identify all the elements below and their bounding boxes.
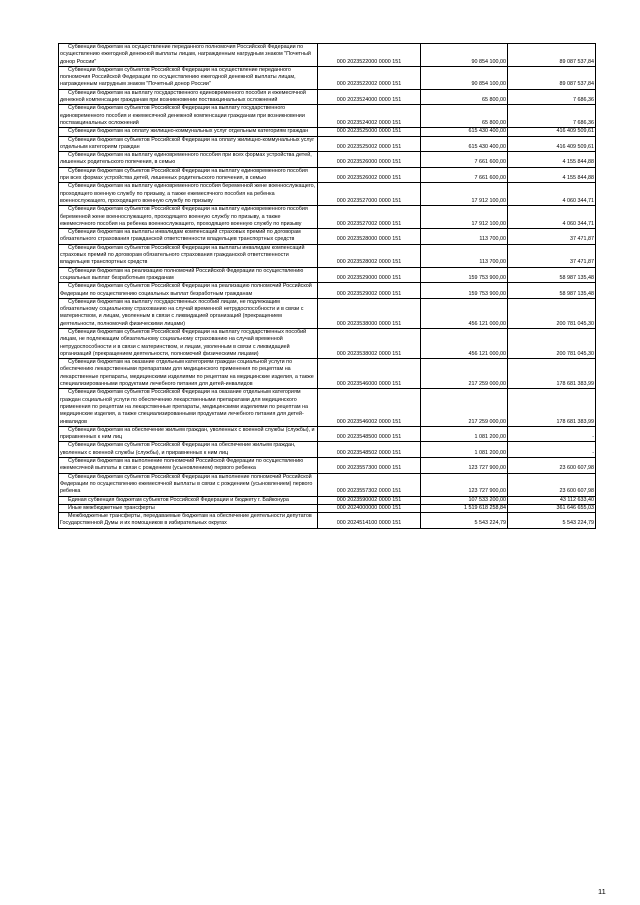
budget-code-cell: 000 2023525002 0000 151 [318, 136, 421, 152]
budget-code-cell: 000 2023524002 0000 151 [318, 105, 421, 128]
table-row [59, 128, 596, 136]
approved-amount-cell: 123 727 900,00 [421, 473, 508, 496]
budget-code-cell: 000 2023538002 0000 151 [318, 328, 421, 358]
approved-amount-cell: 7 661 600,00 [421, 152, 508, 168]
executed-amount-cell: 4 060 344,71 [508, 206, 596, 229]
executed-amount-cell: 23 600 607,98 [508, 458, 596, 474]
table-row [59, 359, 596, 389]
item-name-cell: Субвенции бюджетам на оказание отдельным категориям граждан социальной услуги по обеспечению лекарственными препаратами для медицинского применения по рецептам на лекарственные препараты, медицинскими изделиями по рецептам на медицинские изделия, а также специализированными продуктами лечебного питания для детей-инвалидов [59, 359, 318, 389]
item-name-cell: Субвенции бюджетам субъектов Российской Федерации на выплату единовременного пособия беременной жене военнослужащего, проходящего военную службу по призыву, а также ежемесячного пособия на ребенка военнослужащего, проходящего военную службу по призыву [59, 206, 318, 229]
table-row [59, 442, 596, 458]
approved-amount-cell: 7 661 600,00 [421, 167, 508, 183]
item-name-cell: Субвенции бюджетам субъектов Российской Федерации на выплату единовременного пособия при всех формах устройства детей, лишенных родительского попечения, в семью [59, 167, 318, 183]
item-name-cell: Субвенции бюджетам субъектов Российской Федерации на обеспечение жильем граждан, уволенных с военной службы (службы), и приравненных к ним лиц [59, 442, 318, 458]
table-row [59, 152, 596, 168]
table-row [59, 229, 596, 245]
table-row [59, 206, 596, 229]
executed-amount-cell: 89 087 537,84 [508, 66, 596, 89]
executed-amount-cell: 89 087 537,84 [508, 44, 596, 67]
budget-code-cell: 000 2023538000 0000 151 [318, 298, 421, 328]
executed-amount-cell: 7 686,36 [508, 89, 596, 105]
item-name-cell: Субвенции бюджетам на выплату государственного единовременного пособия и ежемесячной денежной компенсации гражданам при возникновении поствакцинальных осложнений [59, 89, 318, 105]
approved-amount-cell: 5 543 224,79 [421, 513, 508, 529]
executed-amount-cell: 37 471,87 [508, 244, 596, 267]
table-row [59, 136, 596, 152]
table-row [59, 513, 596, 529]
budget-code-cell: 000 2023590002 0000 151 [318, 496, 421, 504]
table-body [59, 44, 596, 529]
executed-amount-cell: 4 155 844,88 [508, 152, 596, 168]
executed-amount-cell: 4 155 844,88 [508, 167, 596, 183]
item-name-cell: Субвенции бюджетам субъектов Российской Федерации на осуществление переданного полномочия Российской Федерации по осуществлению ежегодной денежной выплаты лицам, награжденным нагрудным знаком "Почетный донор России" [59, 66, 318, 89]
executed-amount-cell: 200 781 045,30 [508, 298, 596, 328]
budget-code-cell: 000 2023546002 0000 151 [318, 389, 421, 426]
executed-amount-cell: 178 681 383,99 [508, 359, 596, 389]
approved-amount-cell: 90 854 100,00 [421, 44, 508, 67]
table-row [59, 66, 596, 89]
budget-code-cell: 000 2023526002 0000 151 [318, 167, 421, 183]
budget-code-cell: 000 2023529000 0000 151 [318, 267, 421, 283]
approved-amount-cell: 1 519 618 258,84 [421, 504, 508, 512]
item-name-cell: Субвенции бюджетам на обеспечение жильем граждан, уволенных с военной службы (службы), и приравненных к ним лиц [59, 426, 318, 442]
budget-code-cell: 000 2023557300 0000 151 [318, 458, 421, 474]
executed-amount-cell: 178 681 383,99 [508, 389, 596, 426]
approved-amount-cell: 615 430 400,00 [421, 136, 508, 152]
item-name-cell: Межбюджетные трансферты, передаваемые бюджетам на обеспечение деятельности депутатов Государственной Думы и их помощников в избирательных округах [59, 513, 318, 529]
item-name-cell: Субвенции бюджетам субъектов Российской Федерации на выплату государственных пособий лицам, не подлежащим обязательному социальному страхованию на случай временной нетрудоспособности и в связи с материнством, и лицам, уволенным в связи с ликвидацией организаций (прекращением деятельности, полномочий физическими лицами) [59, 328, 318, 358]
approved-amount-cell: 456 121 000,00 [421, 298, 508, 328]
table-row [59, 283, 596, 299]
executed-amount-cell: 5 543 224,79 [508, 513, 596, 529]
budget-code-cell: 000 2023529002 0000 151 [318, 283, 421, 299]
table-row [59, 426, 596, 442]
budget-code-cell: 000 2023522000 0000 151 [318, 44, 421, 67]
executed-amount-cell: 7 686,36 [508, 105, 596, 128]
budget-code-cell: 000 2023548502 0000 151 [318, 442, 421, 458]
item-name-cell: Субвенции бюджетам на выполнение полномочий Российской Федерации по осуществлению ежемесячной выплаты в связи с рождением (усыновлением) первого ребенка [59, 458, 318, 474]
item-name-cell: Субвенции бюджетам субъектов Российской Федерации на реализацию полномочий Российской Федерации по осуществлению социальных выплат безработным гражданам [59, 283, 318, 299]
executed-amount-cell: 4 060 344,71 [508, 183, 596, 206]
budget-code-cell: 000 2023527002 0000 151 [318, 206, 421, 229]
approved-amount-cell: 456 121 000,00 [421, 328, 508, 358]
item-name-cell: Субвенции бюджетам на реализацию полномочий Российской Федерации по осуществлению социальных выплат безработным гражданам [59, 267, 318, 283]
item-name-cell: Субвенции бюджетам на выплату единовременного пособия при всех формах устройства детей, лишенных родительского попечения, в семью [59, 152, 318, 168]
approved-amount-cell: 1 081 200,00 [421, 426, 508, 442]
approved-amount-cell: 217 259 000,00 [421, 389, 508, 426]
item-name-cell: Иные межбюджетные трансферты [59, 504, 318, 512]
item-name-cell: Субвенции бюджетам субъектов Российской Федерации на выплату государственного единовременного пособия и ежемесячной денежной компенсации гражданам при возникновении поствакцинальных осложнений [59, 105, 318, 128]
approved-amount-cell: 217 259 000,00 [421, 359, 508, 389]
approved-amount-cell: 90 854 100,00 [421, 66, 508, 89]
budget-code-cell: 000 2023546000 0000 151 [318, 359, 421, 389]
executed-amount-cell: 43 112 633,40 [508, 496, 596, 504]
executed-amount-cell: 37 471,87 [508, 229, 596, 245]
approved-amount-cell: 123 727 900,00 [421, 458, 508, 474]
executed-amount-cell: 200 781 045,30 [508, 328, 596, 358]
approved-amount-cell: 17 912 100,00 [421, 183, 508, 206]
item-name-cell: Субвенции бюджетам на осуществление переданного полномочия Российской Федерации по осуществлению ежегодной денежной выплаты лицам, награжденным нагрудным знаком "Почетный донор России" [59, 44, 318, 67]
table-row [59, 89, 596, 105]
item-name-cell: Субвенции бюджетам на оплату жилищно-коммунальных услуг отдельным категориям граждан [59, 128, 318, 136]
table-row [59, 473, 596, 496]
table-row [59, 105, 596, 128]
page-number: 11 [598, 887, 606, 896]
table-row [59, 44, 596, 67]
approved-amount-cell: 17 912 100,00 [421, 206, 508, 229]
budget-code-cell: 000 2023557302 0000 151 [318, 473, 421, 496]
item-name-cell: Субвенции бюджетам на выплаты инвалидам компенсаций страховых премий по договорам обязательного страхования гражданской ответственности владельцев транспортных средств [59, 229, 318, 245]
executed-amount-cell: 416 409 509,61 [508, 128, 596, 136]
item-name-cell: Субвенции бюджетам на выплату государственных пособий лицам, не подлежащим обязательному социальному страхованию на случай временной нетрудоспособности и в связи с материнством, и лицам, уволенным в связи с ликвидацией организаций (прекращением деятельности, полномочий физическими лицами) [59, 298, 318, 328]
executed-amount-cell: - [508, 426, 596, 442]
approved-amount-cell: 113 700,00 [421, 229, 508, 245]
table-row [59, 458, 596, 474]
approved-amount-cell: 107 533 200,00 [421, 496, 508, 504]
budget-code-cell: 000 2023524000 0000 151 [318, 89, 421, 105]
budget-code-cell: 000 2024514100 0000 151 [318, 513, 421, 529]
table-row [59, 167, 596, 183]
approved-amount-cell: 113 700,00 [421, 244, 508, 267]
table-row [59, 267, 596, 283]
item-name-cell: Субвенции бюджетам на выплату единовременного пособия беременной жене военнослужащего, проходящего военную службу по призыву, а также ежемесячного пособия на ребенка военнослужащего, проходящего военную службу по призыву [59, 183, 318, 206]
table-row [59, 504, 596, 512]
executed-amount-cell: 23 600 607,98 [508, 473, 596, 496]
budget-table [58, 43, 596, 529]
item-name-cell: Единая субвенция бюджетам субъектов Российской Федерации и бюджету г. Байконура [59, 496, 318, 504]
item-name-cell: Субвенции бюджетам субъектов Российской Федерации на выполнение полномочий Российской Федерации по осуществлению ежемесячной выплаты в связи с рождением (усыновлением) первого ребенка [59, 473, 318, 496]
item-name-cell: Субвенции бюджетам субъектов Российской Федерации на выплаты инвалидам компенсаций страховых премий по договорам обязательного страхования гражданской ответственности владельцев транспортных средств [59, 244, 318, 267]
item-name-cell: Субвенции бюджетам субъектов Российской Федерации на оказание отдельным категориям граждан социальной услуги по обеспечению лекарственными препаратами для медицинского применения по рецептам на лекарственные препараты, медицинскими изделиями по рецептам на медицинские изделия, а также специализированными продуктами лечебного питания для детей-инвалидов [59, 389, 318, 426]
approved-amount-cell: 65 800,00 [421, 105, 508, 128]
table-row [59, 389, 596, 426]
budget-code-cell: 000 2023548500 0000 151 [318, 426, 421, 442]
executed-amount-cell: 58 987 135,48 [508, 283, 596, 299]
executed-amount-cell: 416 409 509,61 [508, 136, 596, 152]
approved-amount-cell: 65 800,00 [421, 89, 508, 105]
budget-code-cell: 000 2023528002 0000 151 [318, 244, 421, 267]
budget-code-cell: 000 2023526000 0000 151 [318, 152, 421, 168]
budget-code-cell: 000 2024000000 0000 151 [318, 504, 421, 512]
table-row [59, 244, 596, 267]
table-row [59, 496, 596, 504]
budget-code-cell: 000 2023525000 0000 151 [318, 128, 421, 136]
approved-amount-cell: 615 430 400,00 [421, 128, 508, 136]
executed-amount-cell: - [508, 442, 596, 458]
table-row [59, 328, 596, 358]
approved-amount-cell: 159 753 900,00 [421, 283, 508, 299]
budget-code-cell: 000 2023527000 0000 151 [318, 183, 421, 206]
table-row [59, 183, 596, 206]
budget-code-cell: 000 2023528000 0000 151 [318, 229, 421, 245]
executed-amount-cell: 361 646 655,03 [508, 504, 596, 512]
budget-code-cell: 000 2023522002 0000 151 [318, 66, 421, 89]
approved-amount-cell: 159 753 900,00 [421, 267, 508, 283]
item-name-cell: Субвенции бюджетам субъектов Российской Федерации на оплату жилищно-коммунальных услуг отдельным категориям граждан [59, 136, 318, 152]
approved-amount-cell: 1 081 200,00 [421, 442, 508, 458]
executed-amount-cell: 58 987 135,48 [508, 267, 596, 283]
table-row [59, 298, 596, 328]
